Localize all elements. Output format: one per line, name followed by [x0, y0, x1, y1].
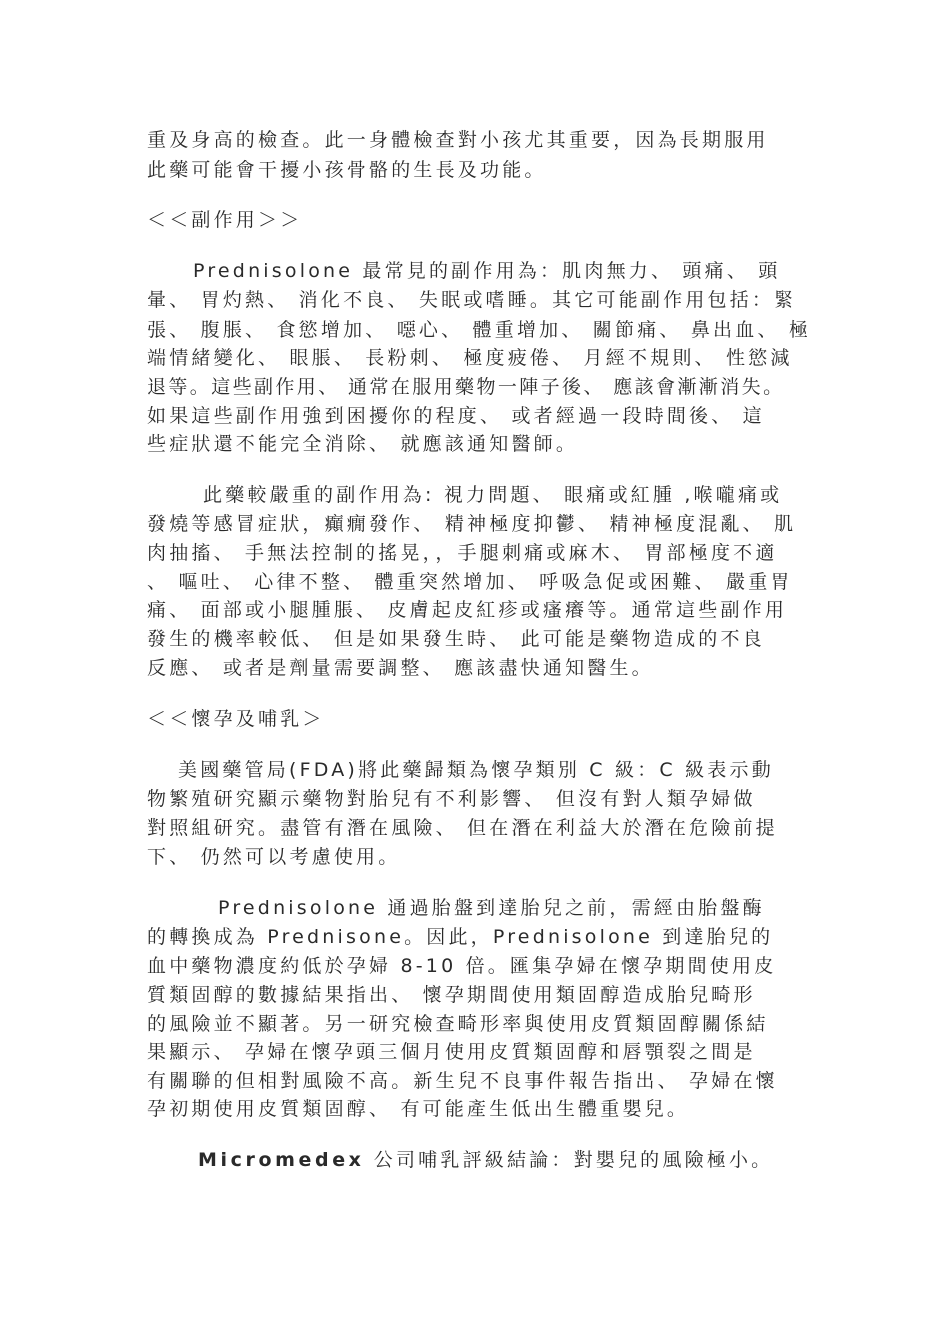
micromedex-brand: Micromedex [198, 1149, 365, 1171]
common-side-effects-line: 端情緒變化、 眼脹、 長粉刺、 極度疲倦、 月經不規則、 性慾減 [147, 347, 793, 369]
placenta-line: 的風險並不顯著。另一研究檢查畸形率與使用皮質類固醇關係結 [147, 1013, 769, 1035]
pregnancy-heading: ＜＜懷孕及哺乳＞ [147, 708, 325, 730]
common-side-effects-line: 暈、 胃灼熱、 消化不良、 失眠或嗜睡。其它可能副作用包括：緊 [147, 289, 797, 311]
placenta-line: 果顯示、 孕婦在懷孕頭三個月使用皮質類固醇和唇顎裂之間是 [147, 1041, 756, 1063]
intro-line: 重及身高的檢查。此一身體檢查對小孩尤其重要，因為長期服用 [147, 129, 769, 151]
common-side-effects-line: 如果這些副作用強到困擾你的程度、 或者經過一段時間後、 這 [147, 405, 765, 427]
placenta-line: 的轉換成為 Prednisone。因此，Prednisolone 到達胎兒的 [147, 926, 774, 948]
fda-line: 物繁殖研究顯示藥物對胎兒有不利影響、 但沒有對人類孕婦做 [147, 788, 756, 810]
serious-side-effects-line: 痛、 面部或小腿腫脹、 皮膚起皮紅疹或瘙癢等。通常這些副作用 [147, 599, 788, 621]
placenta-line: 質類固醇的數據結果指出、 懷孕期間使用類固醇造成胎兒畸形 [147, 984, 756, 1006]
intro-line: 此藥可能會干擾小孩骨骼的生長及功能。 [147, 159, 547, 181]
lactation-text: 公司哺乳評級結論：對嬰兒的風險極小。 [364, 1149, 774, 1171]
common-side-effects-line: 退等。這些副作用、 通常在服用藥物一陣子後、 應該會漸漸消失。 [147, 376, 785, 398]
serious-side-effects-line: 肉抽搐、 手無法控制的搖晃，，手腿刺痛或麻木、 胃部極度不適 [147, 542, 778, 564]
lactation-line [198, 1148, 773, 1172]
common-side-effects-line: 張、 腹脹、 食慾增加、 噁心、 體重增加、 關節痛、 鼻出血、 極 [147, 319, 812, 341]
fda-line: 下、 仍然可以考慮使用。 [147, 846, 401, 868]
placenta-line: Prednisolone 通過胎盤到達胎兒之前，需經由胎盤酶 [218, 897, 765, 919]
serious-side-effects-line: 反應、 或者是劑量需要調整、 應該盡快通知醫生。 [147, 657, 654, 679]
serious-side-effects-line: 此藥較嚴重的副作用為: 視力問題、 眼痛或紅腫 ,喉嚨痛或 [203, 484, 783, 506]
common-side-effects-line: 些症狀還不能完全消除、 就應該通知醫師。 [147, 433, 579, 455]
side-effects-heading: ＜＜副作用＞＞ [147, 209, 303, 231]
placenta-line: 孕初期使用皮質類固醇、 有可能產生低出生體重嬰兒。 [147, 1098, 690, 1120]
placenta-line: 血中藥物濃度約低於孕婦 8-10 倍。匯集孕婦在懷孕期間使用皮 [147, 955, 777, 977]
common-side-effects-line: Prednisolone 最常見的副作用為：肌肉無力、 頭痛、 頭 [193, 260, 781, 282]
placenta-line: 有關聯的但相對風險不高。新生兒不良事件報告指出、 孕婦在懷 [147, 1070, 778, 1092]
fda-line: 對照組研究。盡管有潛在風險、 但在潛在利益大於潛在危險前提 [147, 817, 778, 839]
serious-side-effects-line: 發燒等感冒症狀，癲癇發作、 精神極度抑鬱、 精神極度混亂、 肌 [147, 513, 797, 535]
serious-side-effects-line: 發生的機率較低、 但是如果發生時、 此可能是藥物造成的不良 [147, 628, 765, 650]
fda-line: 美國藥管局(FDA)將此藥歸類為懷孕類別 C 級：C 級表示動 [178, 759, 774, 781]
serious-side-effects-line: 、 嘔吐、 心律不整、 體重突然增加、 呼吸急促或困難、 嚴重胃 [147, 571, 793, 593]
